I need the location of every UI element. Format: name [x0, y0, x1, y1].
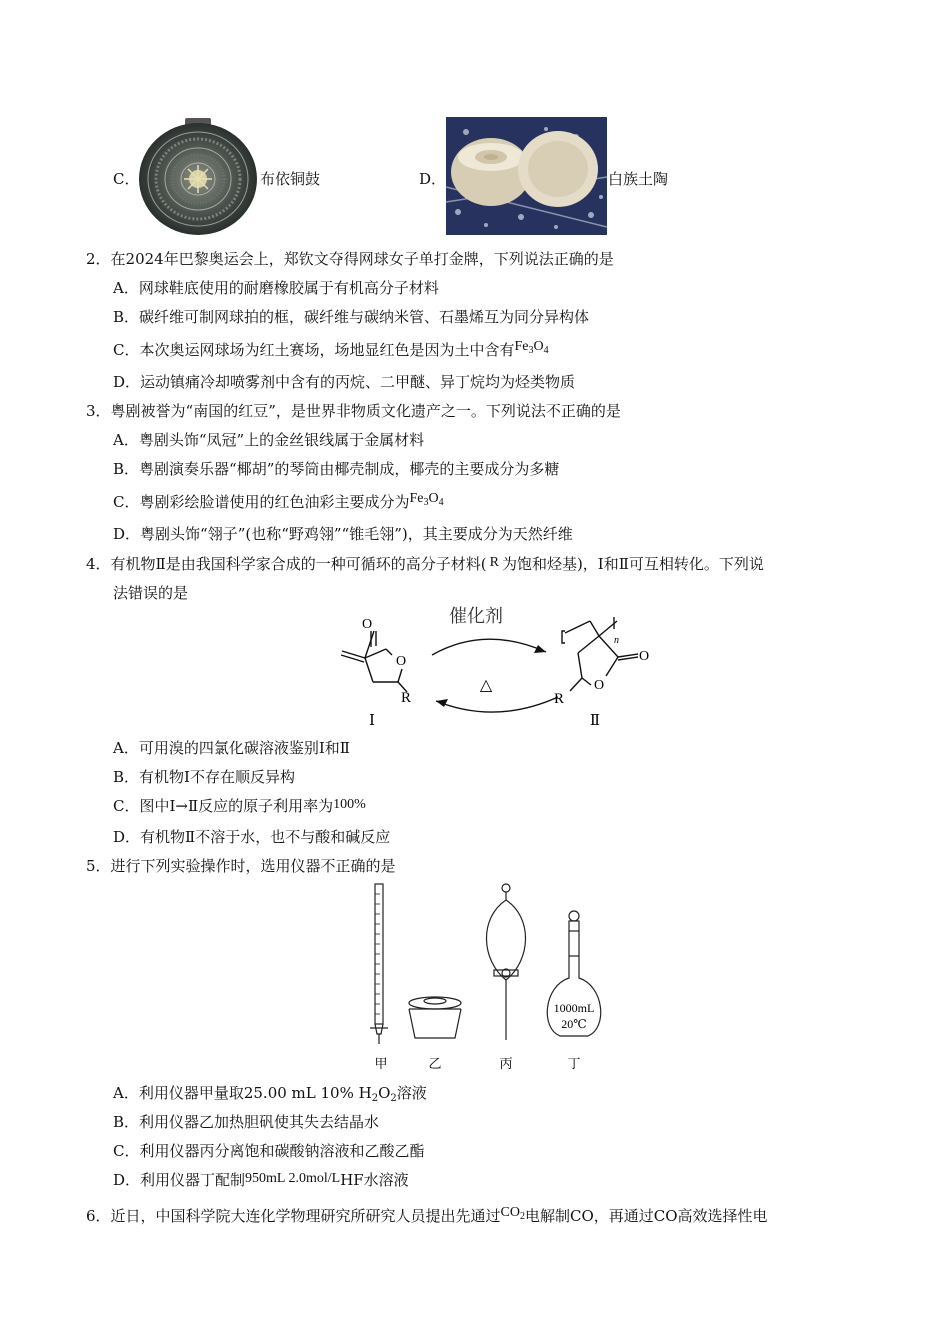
q5-option-c: C．利用仪器丙分离饱和碳酸钠溶液和乙酸乙酯: [113, 1142, 425, 1160]
white-pottery-photo: [446, 117, 607, 235]
option-c-letter: C．: [113, 170, 140, 188]
q2-option-d: D．运动镇痛冷却喷雾剂中含有的丙烷、二甲醚、异丁烷均为烃类物质: [113, 373, 576, 391]
co2-formula: $CO_2$: [500, 1205, 525, 1222]
atom-r: R: [554, 691, 565, 707]
atom-o: O: [396, 654, 407, 669]
atom-o: O: [639, 649, 650, 664]
atom-o: O: [361, 617, 373, 632]
option-d-label: 白族土陶: [608, 170, 669, 188]
q4-option-a: A．可用溴的四氯化碳溶液鉴别Ⅰ和Ⅱ: [113, 739, 350, 757]
option-d-letter: D．: [419, 170, 447, 188]
subscript-n: n: [614, 635, 619, 646]
fe3o4-formula: $Fe_3O_4$: [409, 491, 444, 508]
bronze-drum-photo: [137, 118, 259, 236]
atom-o: O: [594, 678, 605, 693]
q3-option-b: B．粤剧演奏乐器“椰胡”的琴筒由椰壳制成，椰壳的主要成分为多糖: [113, 460, 560, 478]
q2-option-a: A．网球鞋底使用的耐磨橡胶属于有机高分子材料: [113, 279, 439, 297]
atom-r: R: [401, 690, 412, 706]
catalyst-label: 催化剂: [449, 606, 503, 626]
reaction-scheme: [320, 603, 660, 731]
label-compound-1: Ⅰ: [369, 713, 375, 729]
q5-stem: 5．进行下列实验操作时，选用仪器不正确的是: [86, 857, 396, 875]
apparatus-label-a: 甲: [374, 1056, 388, 1071]
apparatus-label-d: 丁: [567, 1056, 581, 1071]
q5-option-a: A．利用仪器甲量取25.00 mL 10% $H_2O_2$溶液: [113, 1084, 427, 1104]
q5-option-d: D．利用仪器丁配制950mL 2.0mol/LHF水溶液: [113, 1171, 409, 1189]
q4-option-c: C．图中Ⅰ→Ⅱ反应的原子利用率为100%: [113, 797, 366, 815]
option-c-label: 布依铜鼓: [260, 170, 321, 188]
q4-option-b: B．有机物Ⅰ不存在顺反异构: [113, 768, 295, 786]
q3-stem: 3．粤剧被誉为“南国的红豆”，是世界非物质文化遗产之一。下列说法不正确的是: [86, 402, 621, 420]
q3-option-d: D．粤剧头饰“翎子”(也称“野鸡翎”“锥毛翎”)，其主要成分为天然纤维: [113, 525, 573, 543]
apparatus-figure: [355, 878, 620, 1076]
fe3o4-formula: $Fe_3O_4$: [514, 339, 549, 356]
q2-option-b: B．碳纤维可制网球拍的框，碳纤维与碳纳米管、石墨烯互为同分异构体: [113, 308, 590, 326]
q2-stem: 2．在2024年巴黎奥运会上，郑钦文夺得网球女子单打金牌，下列说法正确的是: [86, 250, 614, 268]
apparatus-label-c: 丙: [499, 1056, 513, 1071]
q4-stem-line1: 4．有机物Ⅱ是由我国科学家合成的一种可循环的高分子材料( R 为饱和烃基)，Ⅰ和Ⅱ可互相转化。下列说: [86, 555, 764, 573]
q5-option-b: B．利用仪器乙加热胆矾使其失去结晶水: [113, 1113, 380, 1131]
flask-temp: 20℃: [561, 1017, 587, 1031]
q6-stem: 6．近日，中国科学院大连化学物理研究所研究人员提出先通过$CO_2$电解制CO，再通过CO高效选择性电: [86, 1205, 768, 1225]
flask-volume: 1000mL: [553, 1001, 595, 1015]
q3-option-a: A．粤剧头饰“凤冠”上的金丝银线属于金属材料: [113, 431, 425, 449]
q4-option-d: D．有机物Ⅱ不溶于水，也不与酸和碱反应: [113, 828, 391, 846]
q3-option-c: C．粤剧彩绘脸谱使用的红色油彩主要成分为$Fe_3O_4$: [113, 491, 444, 511]
apparatus-label-b: 乙: [428, 1056, 442, 1071]
q2-option-c: C．本次奥运网球场为红土赛场，场地显红色是因为土中含有$Fe_3O_4$: [113, 339, 549, 359]
label-compound-2: Ⅱ: [589, 713, 601, 729]
heat-symbol: △: [479, 677, 493, 694]
q4-stem-line2: 法错误的是: [113, 584, 189, 602]
